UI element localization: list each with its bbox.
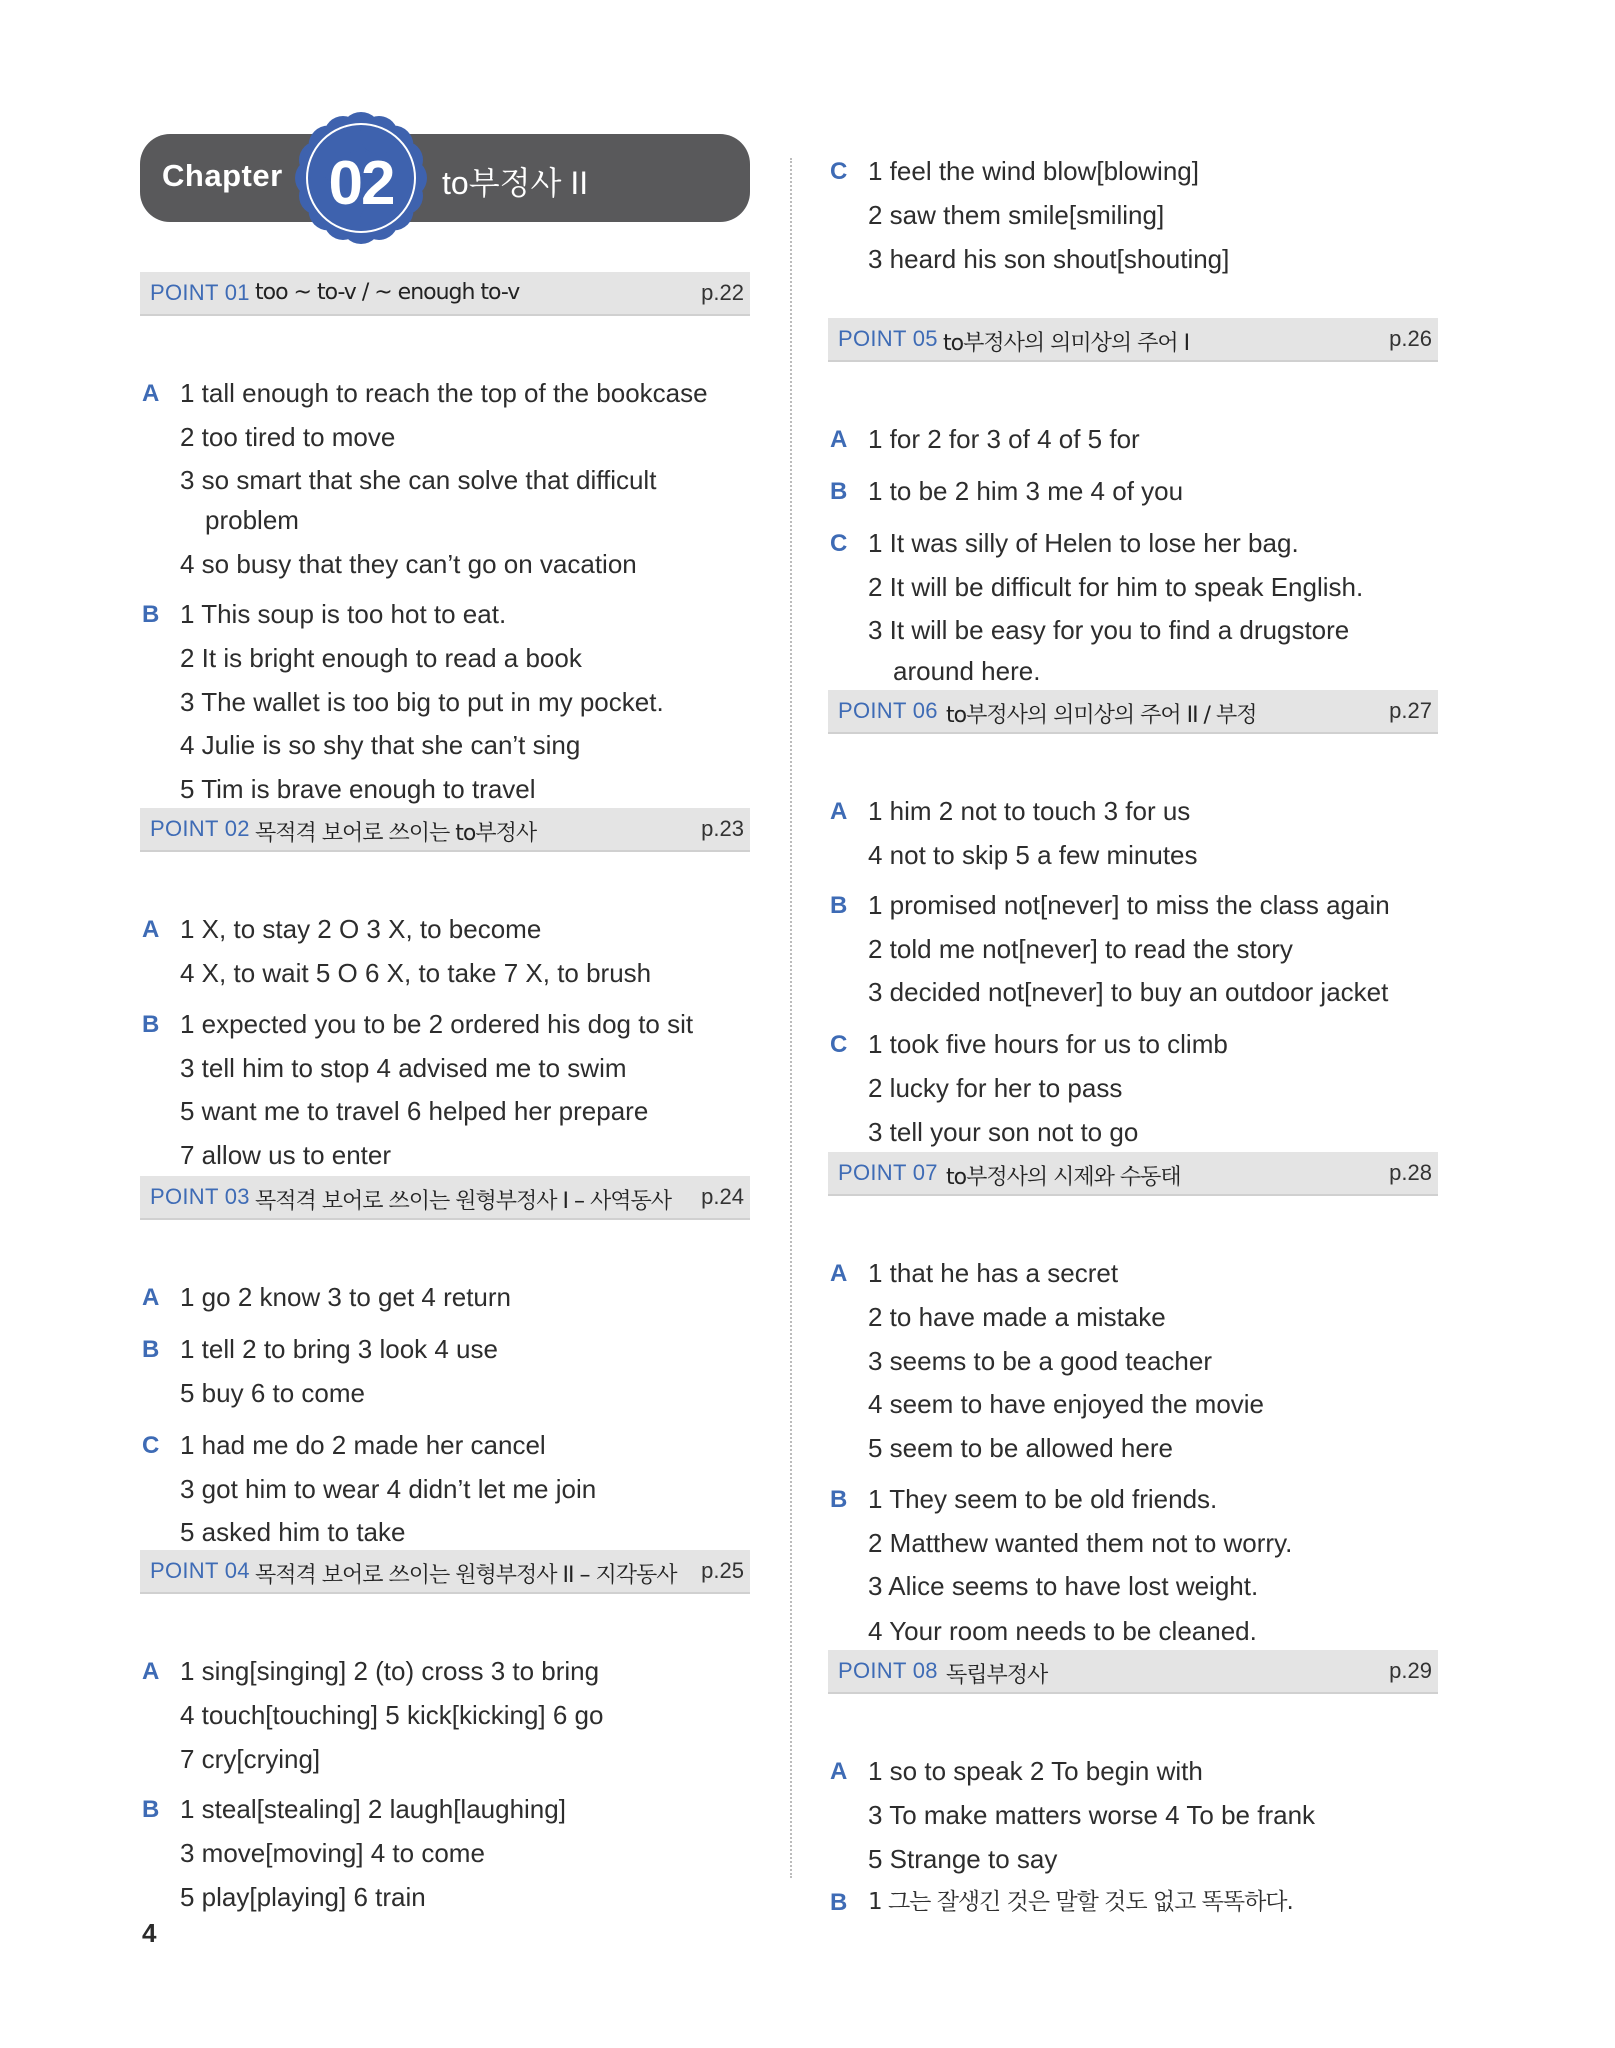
answer-line: 3 It will be easy for you to find a drugstore (868, 615, 1350, 645)
answer-line: 7 allow us to enter (180, 1140, 392, 1170)
point-02-section (140, 808, 750, 1170)
point-label: POINT 04 (150, 1558, 250, 1583)
group-letter: B (830, 1889, 848, 1916)
answer-line: 1 so to speak 2 To begin with (868, 1756, 1203, 1786)
answer-line: 7 cry[crying] (180, 1744, 321, 1774)
point-header (140, 272, 750, 316)
group-letter: C (830, 530, 848, 557)
answer-line: 1 그는 잘생긴 것은 말할 것도 없고 똑똑하다. (868, 1889, 1293, 1915)
answer-line: 3 move[moving] 4 to come (180, 1838, 485, 1868)
answer-line: 3 got him to wear 4 didn’t let me join (180, 1474, 597, 1504)
answer-line: 1 took five hours for us to climb (868, 1029, 1228, 1059)
answer-line: 1 him 2 not to touch 3 for us (868, 796, 1191, 826)
answer-line: 1 tell 2 to bring 3 look 4 use (180, 1334, 498, 1364)
page-number: 4 (142, 1918, 157, 1948)
point-label: POINT 08 (838, 1658, 938, 1683)
chapter-badge (295, 112, 427, 244)
answer-line: 5 want me to travel 6 helped her prepare (180, 1096, 649, 1126)
point-title: 독립부정사 (946, 1663, 1048, 1688)
answer-line: 5 play[playing] 6 train (180, 1882, 426, 1912)
point-header (140, 808, 750, 852)
point-label: POINT 06 (838, 698, 938, 723)
point-04-section (140, 1550, 750, 1912)
point-header (828, 318, 1438, 362)
chapter-banner (140, 134, 750, 222)
answer-line: 3 heard his son shout[shouting] (868, 244, 1230, 274)
point-header (828, 1650, 1438, 1694)
group-letter: A (830, 1758, 848, 1785)
answer-line: 4 not to skip 5 a few minutes (868, 840, 1198, 870)
group-letter: B (830, 892, 848, 919)
answer-line: 5 seem to be allowed here (868, 1433, 1173, 1463)
point-title: to부정사의 의미상의 주어 II / 부정 (946, 703, 1257, 728)
group-letter: B (142, 1796, 160, 1823)
answer-line: 2 Matthew wanted them not to worry. (868, 1528, 1293, 1558)
answer-line: 1 steal[stealing] 2 laugh[laughing] (180, 1794, 566, 1824)
point-page: p.25 (701, 1558, 744, 1583)
answer-line: 1 that he has a secret (868, 1258, 1119, 1288)
group-letter: A (142, 1284, 160, 1311)
answer-line: 1 X, to stay 2 O 3 X, to become (180, 914, 542, 944)
point-06-section (828, 690, 1438, 1147)
answer-line: 1 tall enough to reach the top of the bookcase (180, 378, 708, 408)
answer-line: 2 It is bright enough to read a book (180, 643, 582, 673)
answer-line: 1 This soup is too hot to eat. (180, 599, 507, 629)
answer-line: 1 expected you to be 2 ordered his dog to sit (180, 1009, 694, 1039)
answer-line: 1 for 2 for 3 of 4 of 5 for (868, 424, 1140, 454)
group-letter: B (830, 478, 848, 505)
group-letter: A (830, 1260, 848, 1287)
chapter-word: Chapter (162, 158, 283, 193)
column-divider (790, 158, 792, 1878)
answer-line: 2 to have made a mistake (868, 1302, 1166, 1332)
point-page: p.28 (1389, 1160, 1432, 1185)
answer-line: 3 seems to be a good teacher (868, 1346, 1213, 1376)
point-title: too ~ to-v / ~ enough to-v (255, 280, 520, 305)
answer-line: 3 so smart that she can solve that difficult (180, 465, 657, 495)
point-label: POINT 02 (150, 816, 250, 841)
answer-line: problem (205, 505, 299, 535)
group-letter: A (142, 380, 160, 407)
answer-line: 5 buy 6 to come (180, 1378, 365, 1408)
answer-line: 1 go 2 know 3 to get 4 return (180, 1282, 511, 1312)
group-letter: B (142, 601, 160, 628)
point-title: to부정사의 시제와 수동태 (946, 1165, 1181, 1190)
answer-line: 2 told me not[never] to read the story (868, 934, 1293, 964)
group-letter: B (142, 1336, 160, 1363)
point-header (828, 690, 1438, 734)
point-header (828, 1152, 1438, 1196)
point-07-section (828, 1152, 1438, 1646)
point-label: POINT 03 (150, 1184, 250, 1209)
answer-line: 4 Julie is so shy that she can’t sing (180, 730, 581, 760)
answer-line: 3 To make matters worse 4 To be frank (868, 1800, 1316, 1830)
point-page: p.26 (1389, 326, 1432, 351)
answer-line: 2 It will be difficult for him to speak English. (868, 572, 1364, 602)
point-title: 목적격 보어로 쓰이는 원형부정사 I – 사역동사 (255, 1189, 671, 1214)
answer-line: 1 sing[singing] 2 (to) cross 3 to bring (180, 1656, 600, 1686)
chapter-title: to부정사 II (442, 165, 589, 201)
answer-line: 3 The wallet is too big to put in my pocket. (180, 687, 664, 717)
group-letter: A (830, 426, 848, 453)
group-letter: C (142, 1432, 160, 1459)
chapter-number: 02 (328, 149, 394, 218)
point-page: p.24 (701, 1184, 744, 1209)
group-letter: C (830, 158, 848, 185)
answer-line: 4 Your room needs to be cleaned. (868, 1616, 1257, 1646)
answer-line: 1 feel the wind blow[blowing] (868, 156, 1199, 186)
point-page: p.23 (701, 816, 744, 841)
point-page: p.29 (1389, 1658, 1432, 1683)
group-letter: A (142, 1658, 160, 1685)
point-page: p.27 (1389, 698, 1432, 723)
point-05-section (828, 318, 1438, 686)
point-03-section (140, 1176, 750, 1547)
point-title: to부정사의 의미상의 주어 I (943, 331, 1190, 356)
point-title: 목적격 보어로 쓰이는 to부정사 (255, 821, 537, 846)
answer-line: 3 tell your son not to go (868, 1117, 1139, 1147)
group-letter: B (142, 1011, 160, 1038)
answer-line: 5 Strange to say (868, 1844, 1058, 1874)
answer-line: 5 Tim is brave enough to travel (180, 774, 536, 804)
point-01-section (140, 272, 750, 804)
answer-line: 4 seem to have enjoyed the movie (868, 1389, 1265, 1419)
point-header (140, 1550, 750, 1594)
answer-line: 2 saw them smile[smiling] (868, 200, 1165, 230)
answer-line: 4 X, to wait 5 O 6 X, to take 7 X, to brush (180, 958, 652, 988)
answer-line: 1 They seem to be old friends. (868, 1484, 1218, 1514)
answer-line: 1 had me do 2 made her cancel (180, 1430, 546, 1460)
answer-line: 4 touch[touching] 5 kick[kicking] 6 go (180, 1700, 604, 1730)
answer-line: 2 too tired to move (180, 422, 396, 452)
point-label: POINT 05 (838, 326, 938, 351)
point-title: 목적격 보어로 쓰이는 원형부정사 II – 지각동사 (255, 1563, 677, 1588)
answer-line: 1 to be 2 him 3 me 4 of you (868, 476, 1184, 506)
answer-line: 3 Alice seems to have lost weight. (868, 1571, 1259, 1601)
group-letter: A (830, 798, 848, 825)
answer-line: 3 decided not[never] to buy an outdoor jacket (868, 977, 1389, 1007)
point-header (140, 1176, 750, 1220)
group-letter: A (142, 916, 160, 943)
point-page: p.22 (701, 280, 744, 305)
group-letter: C (830, 1031, 848, 1058)
answer-line: 2 lucky for her to pass (868, 1073, 1123, 1103)
answer-line: 4 so busy that they can’t go on vacation (180, 549, 637, 579)
point-label: POINT 07 (838, 1160, 938, 1185)
answer-line: around here. (893, 656, 1041, 686)
point-08-section (828, 1650, 1438, 1916)
answer-line: 1 It was silly of Helen to lose her bag. (868, 528, 1299, 558)
group-letter: B (830, 1486, 848, 1513)
point-label: POINT 01 (150, 280, 250, 305)
answer-line: 1 promised not[never] to miss the class again (868, 890, 1390, 920)
answer-line: 5 asked him to take (180, 1517, 406, 1547)
answer-line: 3 tell him to stop 4 advised me to swim (180, 1053, 627, 1083)
